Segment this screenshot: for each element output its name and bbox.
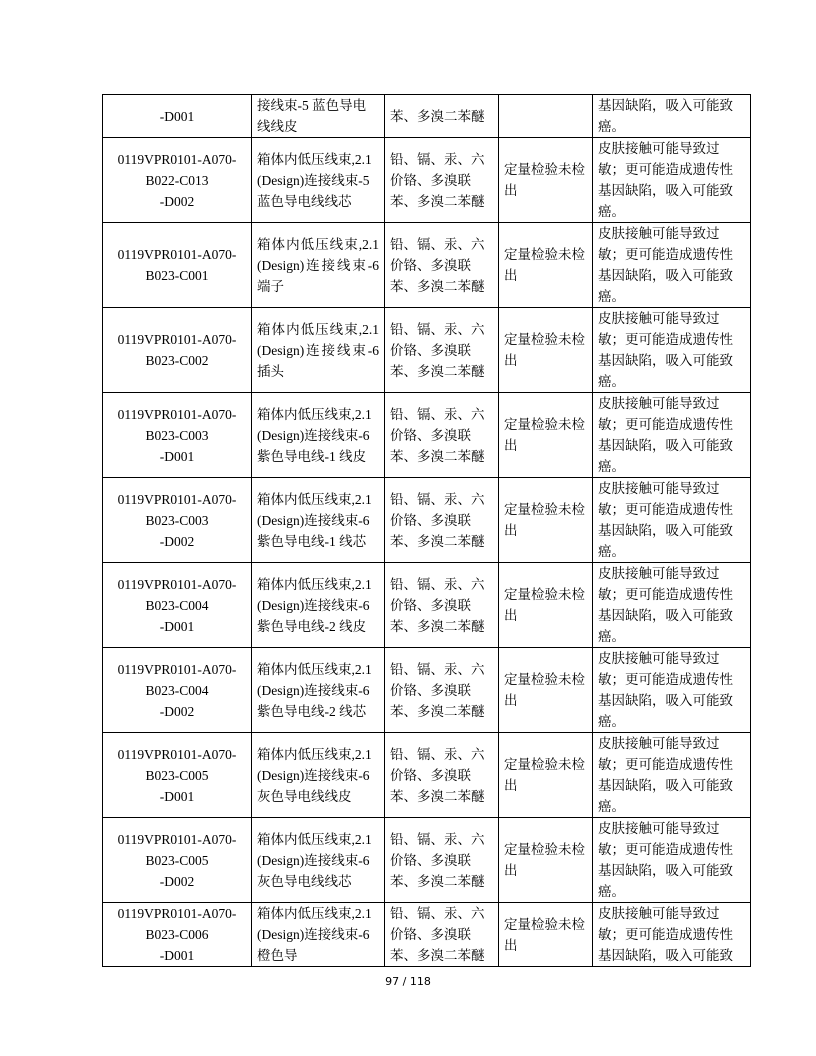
substance-cell: 铅、镉、汞、六价铬、多溴联苯、多溴二苯醚 [385, 393, 499, 478]
part-id-cell [103, 95, 252, 138]
part-id-line: B023-C005 [145, 852, 209, 868]
hazard-cell: 皮肤接触可能导致过敏；更可能造成遗传性基因缺陷，吸入可能致癌。 [593, 478, 751, 563]
part-id-cell [103, 308, 252, 393]
hazard-cell: 皮肤接触可能导致过敏；更可能造成遗传性基因缺陷，吸入可能致 [593, 903, 751, 967]
substance-cell: 铅、镉、汞、六价铬、多溴联苯、多溴二苯醚 [385, 733, 499, 818]
part-id-line: -D001 [159, 618, 195, 634]
substance-cell: 铅、镉、汞、六价铬、多溴联苯、多溴二苯醚 [385, 223, 499, 308]
part-id-cell [103, 818, 252, 903]
table-row [103, 95, 751, 138]
part-id-line: B023-C004 [145, 682, 209, 698]
substance-cell: 铅、镉、汞、六价铬、多溴联苯、多溴二苯醚 [385, 138, 499, 223]
part-id-line: 0119VPR0101-A070- [117, 151, 237, 167]
table-body [103, 95, 751, 967]
test-result-cell: 定量检验未检出 [499, 308, 593, 393]
table-row [103, 733, 751, 818]
part-id-line: B023-C005 [145, 767, 209, 783]
description-cell: 箱体内低压线束,2.1 (Design)连接线束-6 紫色导电线-2 线芯 [252, 648, 385, 733]
part-id-line: B023-C004 [145, 597, 209, 613]
description-cell: 箱体内低压线束,2.1 (Design)连接线束-6 灰色导电线线皮 [252, 733, 385, 818]
part-id-line: 0119VPR0101-A070- [117, 406, 237, 422]
part-id-cell [103, 138, 252, 223]
table-row [103, 648, 751, 733]
substance-cell: 铅、镉、汞、六价铬、多溴联苯、多溴二苯醚 [385, 903, 499, 967]
hazard-cell: 皮肤接触可能导致过敏；更可能造成遗传性基因缺陷，吸入可能致癌。 [593, 393, 751, 478]
part-id-line: 0119VPR0101-A070- [117, 906, 237, 921]
part-id-line: 0119VPR0101-A070- [117, 661, 237, 677]
test-result-cell: 定量检验未检出 [499, 478, 593, 563]
substance-cell: 铅、镉、汞、六价铬、多溴联苯、多溴二苯醚 [385, 648, 499, 733]
page-number: 97 / 118 [385, 975, 431, 988]
description-cell: 箱体内低压线束,2.1 (Design)连接线束-5 蓝色导电线线芯 [252, 138, 385, 223]
part-id-line: 0119VPR0101-A070- [117, 576, 237, 592]
description-cell: 箱体内低压线束,2.1 (Design)连接线束-6 端子 [252, 223, 385, 308]
table-row [103, 138, 751, 223]
hazard-cell: 皮肤接触可能导致过敏；更可能造成遗传性基因缺陷，吸入可能致癌。 [593, 308, 751, 393]
description-cell: 箱体内低压线束,2.1 (Design)连接线束-6 紫色导电线-2 线皮 [252, 563, 385, 648]
test-result-cell [499, 95, 593, 138]
substance-table [102, 94, 751, 967]
description-cell: 箱体内低压线束,2.1 (Design)连接线束-6 插头 [252, 308, 385, 393]
part-id-cell [103, 903, 252, 967]
part-id-cell [103, 393, 252, 478]
substance-cell: 铅、镉、汞、六价铬、多溴联苯、多溴二苯醚 [385, 308, 499, 393]
hazard-cell: 皮肤接触可能导致过敏；更可能造成遗传性基因缺陷，吸入可能致癌。 [593, 818, 751, 903]
test-result-cell: 定量检验未检出 [499, 223, 593, 308]
part-id-line: B022-C013 [145, 172, 209, 188]
description-cell: 箱体内低压线束,2.1 (Design)连接线束-6 紫色导电线-1 线芯 [252, 478, 385, 563]
test-result-cell: 定量检验未检出 [499, 648, 593, 733]
test-result-cell: 定量检验未检出 [499, 903, 593, 967]
test-result-cell: 定量检验未检出 [499, 818, 593, 903]
part-id-line: B023-C001 [145, 268, 209, 283]
description-cell: 箱体内低压线束,2.1 (Design)连接线束-6 灰色导电线线芯 [252, 818, 385, 903]
substance-cell: 铅、镉、汞、六价铬、多溴联苯、多溴二苯醚 [385, 478, 499, 563]
hazard-cell: 皮肤接触可能导致过敏；更可能造成遗传性基因缺陷，吸入可能致癌。 [593, 563, 751, 648]
test-result-cell: 定量检验未检出 [499, 393, 593, 478]
part-id-line: -D001 [159, 788, 195, 804]
hazard-cell: 基因缺陷，吸入可能致癌。 [593, 95, 751, 138]
description-cell: 箱体内低压线束,2.1 (Design)连接线束-6 紫色导电线-1 线皮 [252, 393, 385, 478]
part-id-line: 0119VPR0101-A070- [117, 746, 237, 762]
description-cell: 箱体内低压线束,2.1 (Design)连接线束-6 橙色导 [252, 903, 385, 967]
part-id-cell [103, 733, 252, 818]
part-id-line: 0119VPR0101-A070- [117, 491, 237, 507]
part-id-cell [103, 563, 252, 648]
part-id-line: B023-C002 [145, 353, 209, 368]
part-id-line: -D002 [159, 873, 195, 889]
hazard-cell: 皮肤接触可能导致过敏；更可能造成遗传性基因缺陷，吸入可能致癌。 [593, 138, 751, 223]
part-id-line: -D001 [159, 948, 195, 963]
test-result-cell: 定量检验未检出 [499, 733, 593, 818]
hazard-cell: 皮肤接触可能导致过敏；更可能造成遗传性基因缺陷，吸入可能致癌。 [593, 648, 751, 733]
part-id-line: 0119VPR0101-A070- [117, 332, 237, 347]
part-id-line: 0119VPR0101-A070- [117, 831, 237, 847]
part-id-cell [103, 478, 252, 563]
part-id-line: -D001 [159, 108, 195, 124]
part-id-line: B023-C006 [145, 927, 209, 942]
part-id-line: -D002 [159, 703, 195, 719]
part-id-line: -D001 [159, 448, 195, 464]
part-id-line: B023-C003 [145, 512, 209, 528]
part-id-line: B023-C003 [145, 427, 209, 443]
substance-cell: 铅、镉、汞、六价铬、多溴联苯、多溴二苯醚 [385, 818, 499, 903]
part-id-cell [103, 223, 252, 308]
document-sheet [102, 94, 750, 967]
table-row [103, 563, 751, 648]
part-id-cell [103, 648, 252, 733]
part-id-line: -D002 [159, 193, 195, 209]
hazard-cell: 皮肤接触可能导致过敏；更可能造成遗传性基因缺陷，吸入可能致癌。 [593, 733, 751, 818]
substance-cell: 铅、镉、汞、六价铬、多溴联苯、多溴二苯醚 [385, 563, 499, 648]
substance-cell: 苯、多溴二苯醚 [385, 95, 499, 138]
test-result-cell: 定量检验未检出 [499, 563, 593, 648]
table-row [103, 393, 751, 478]
table-row [103, 223, 751, 308]
table-row [103, 478, 751, 563]
table-row [103, 818, 751, 903]
table-row [103, 308, 751, 393]
hazard-cell: 皮肤接触可能导致过敏；更可能造成遗传性基因缺陷，吸入可能致癌。 [593, 223, 751, 308]
table-row [103, 903, 751, 967]
test-result-cell: 定量检验未检出 [499, 138, 593, 223]
description-cell: 接线束-5 蓝色导电线线皮 [252, 95, 385, 138]
part-id-line: 0119VPR0101-A070- [117, 247, 237, 262]
part-id-line: -D002 [159, 533, 195, 549]
